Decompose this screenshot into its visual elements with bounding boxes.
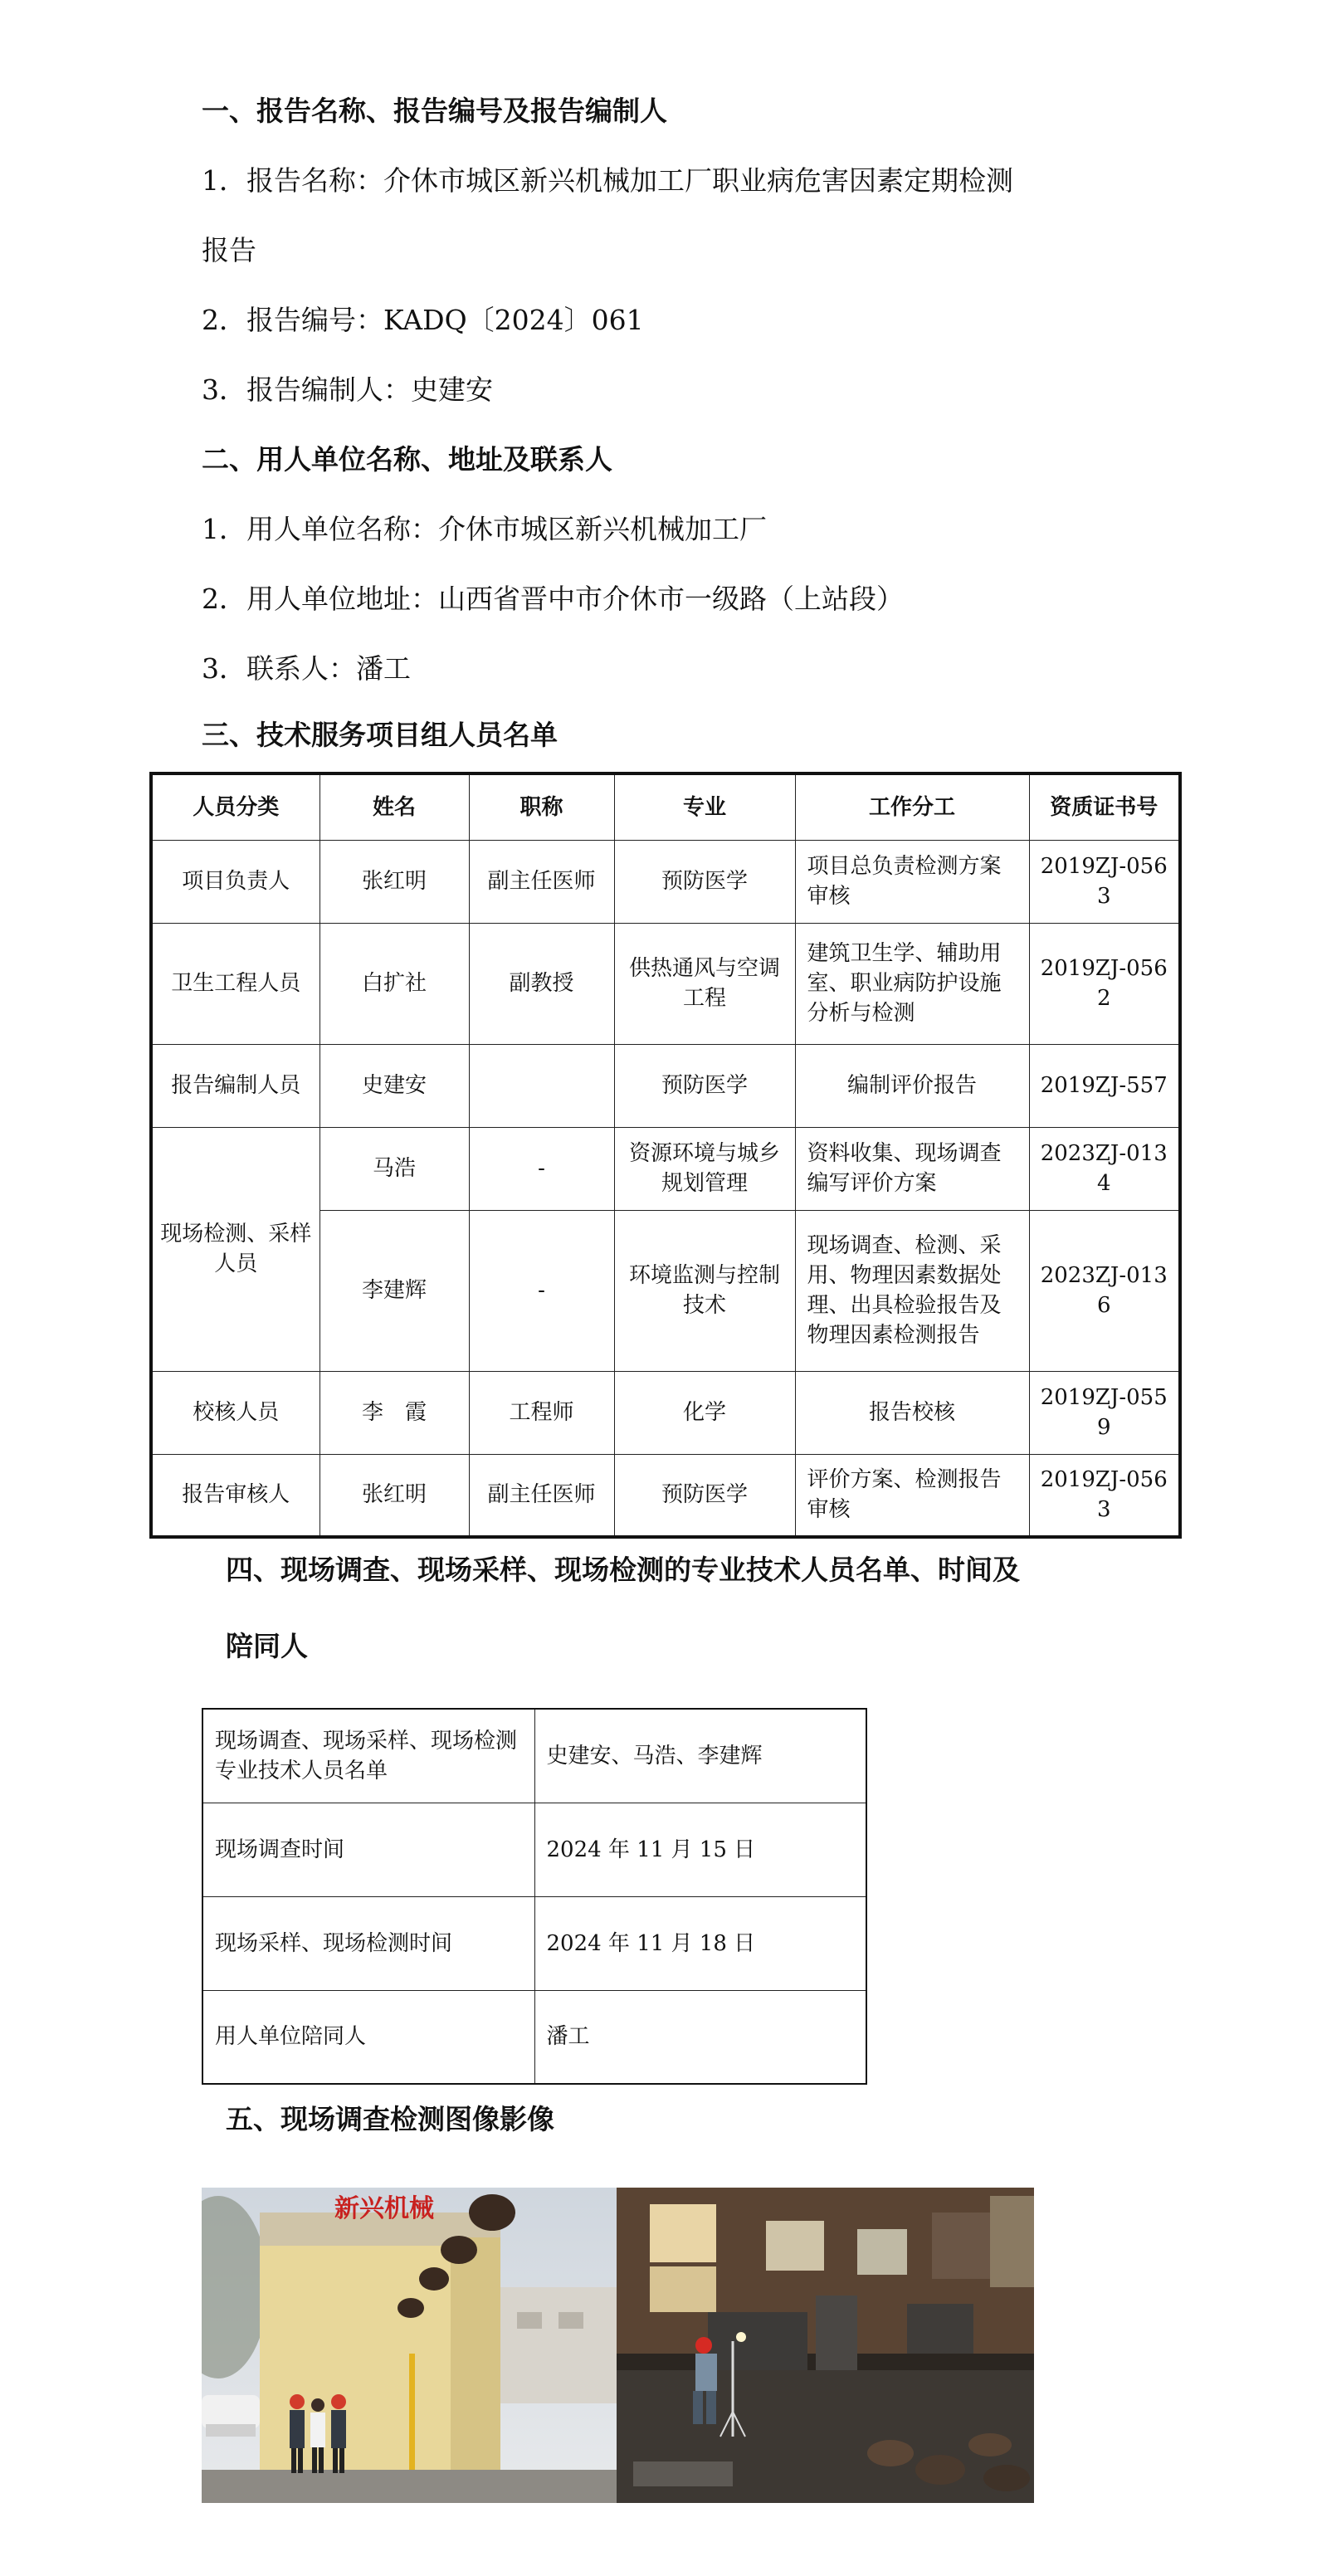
cell-name: 张红明 [319,1454,469,1537]
cell-major: 资源环境与城乡规划管理 [614,1127,795,1210]
cell-title: 副主任医师 [469,840,614,923]
cell-category: 报告编制人员 [151,1044,319,1127]
header-name: 姓名 [319,773,469,840]
section-1-title: 一、报告名称、报告编号及报告编制人 [202,95,667,127]
cell-title: 工程师 [469,1371,614,1454]
survey-value: 2024 年 11 月 18 日 [534,1896,866,1990]
cell-duty: 建筑卫生学、辅助用室、职业病防护设施分析与检测 [795,923,1029,1044]
cell-category: 报告审核人 [151,1454,319,1537]
section-3-title: 三、技术服务项目组人员名单 [202,719,558,751]
cell-cert: 2019ZJ-557 [1029,1044,1180,1127]
cell-duty: 编制评价报告 [795,1044,1029,1127]
cell-name: 李 霞 [319,1371,469,1454]
cell-name: 史建安 [319,1044,469,1127]
survey-label: 现场采样、现场检测时间 [202,1896,534,1990]
factory-exterior-photo [202,2188,617,2503]
section-4-title: 四、现场调查、现场采样、现场检测的专业技术人员名单、时间及 [226,1554,1020,1586]
cell-duty: 项目总负责检测方案审核 [795,840,1029,923]
survey-label: 现场调查时间 [202,1803,534,1896]
table-row [151,840,1180,923]
employer-address-line: 2．用人单位地址：山西省晋中市介休市一级路（上站段） [202,583,904,615]
table-row [151,1044,1180,1127]
survey-label: 用人单位陪同人 [202,1990,534,2084]
cell-major: 环境监测与控制技术 [614,1210,795,1371]
cell-duty: 评价方案、检测报告审核 [795,1454,1029,1537]
table-row [202,1803,866,1896]
header-title: 职称 [469,773,614,840]
table-row [151,923,1180,1044]
cell-cert: 2019ZJ-0559 [1029,1371,1180,1454]
cell-category: 现场检测、采样人员 [151,1127,319,1371]
section-5-title: 五、现场调查检测图像影像 [226,2103,554,2135]
cell-name: 白扩社 [319,923,469,1044]
workshop-interior-photo [617,2188,1034,2503]
table-row [151,1127,1180,1210]
cell-cert: 2019ZJ-0562 [1029,923,1180,1044]
staff-table [149,772,1182,1539]
factory-exterior-illustration [202,2188,617,2503]
header-major: 专业 [614,773,795,840]
header-category: 人员分类 [151,773,319,840]
cell-major: 供热通风与空调工程 [614,923,795,1044]
cell-title: 副教授 [469,923,614,1044]
cell-category: 校核人员 [151,1371,319,1454]
cell-cert: 2019ZJ-0563 [1029,1454,1180,1537]
employer-name-line: 1．用人单位名称：介休市城区新兴机械加工厂 [202,513,767,545]
report-name-line: 1．报告名称：介休市城区新兴机械加工厂职业病危害因素定期检测 [202,164,1013,197]
cell-duty: 现场调查、检测、采用、物理因素数据处理、出具检验报告及物理因素检测报告 [795,1210,1029,1371]
cell-category: 卫生工程人员 [151,923,319,1044]
table-header-row [151,773,1180,840]
cell-title: - [469,1127,614,1210]
table-row [202,1990,866,2084]
table-row [202,1709,866,1803]
cell-category: 项目负责人 [151,840,319,923]
cell-name: 张红明 [319,840,469,923]
cell-name: 李建辉 [319,1210,469,1371]
table-row [151,1454,1180,1537]
cell-title: 副主任医师 [469,1454,614,1537]
cell-major: 预防医学 [614,840,795,923]
header-cert: 资质证书号 [1029,773,1180,840]
table-row [202,1896,866,1990]
cell-duty: 资料收集、现场调查编写评价方案 [795,1127,1029,1210]
cell-cert: 2023ZJ-0136 [1029,1210,1180,1371]
survey-label: 现场调查、现场采样、现场检测专业技术人员名单 [202,1709,534,1803]
factory-sign-text: 新兴机械 [334,2194,434,2223]
cell-major: 预防医学 [614,1454,795,1537]
cell-major: 化学 [614,1371,795,1454]
report-number-line: 2．报告编号：KADQ〔2024〕061 [202,304,644,336]
workshop-interior-illustration [617,2188,1034,2503]
cell-major: 预防医学 [614,1044,795,1127]
table-row [151,1371,1180,1454]
contact-line: 3．联系人：潘工 [202,652,411,685]
cell-cert: 2019ZJ-0563 [1029,840,1180,923]
survey-table [202,1708,867,2085]
report-name-line-cont: 报告 [202,234,256,266]
section-2-title: 二、用人单位名称、地址及联系人 [202,443,612,476]
report-author-line: 3．报告编制人：史建安 [202,373,493,406]
survey-value: 潘工 [534,1990,866,2084]
cell-title: - [469,1210,614,1371]
section-4-title-cont: 陪同人 [226,1630,308,1662]
cell-name: 马浩 [319,1127,469,1210]
cell-cert: 2023ZJ-0134 [1029,1127,1180,1210]
header-duty: 工作分工 [795,773,1029,840]
cell-title [469,1044,614,1127]
survey-value: 史建安、马浩、李建辉 [534,1709,866,1803]
survey-value: 2024 年 11 月 15 日 [534,1803,866,1896]
cell-duty: 报告校核 [795,1371,1029,1454]
